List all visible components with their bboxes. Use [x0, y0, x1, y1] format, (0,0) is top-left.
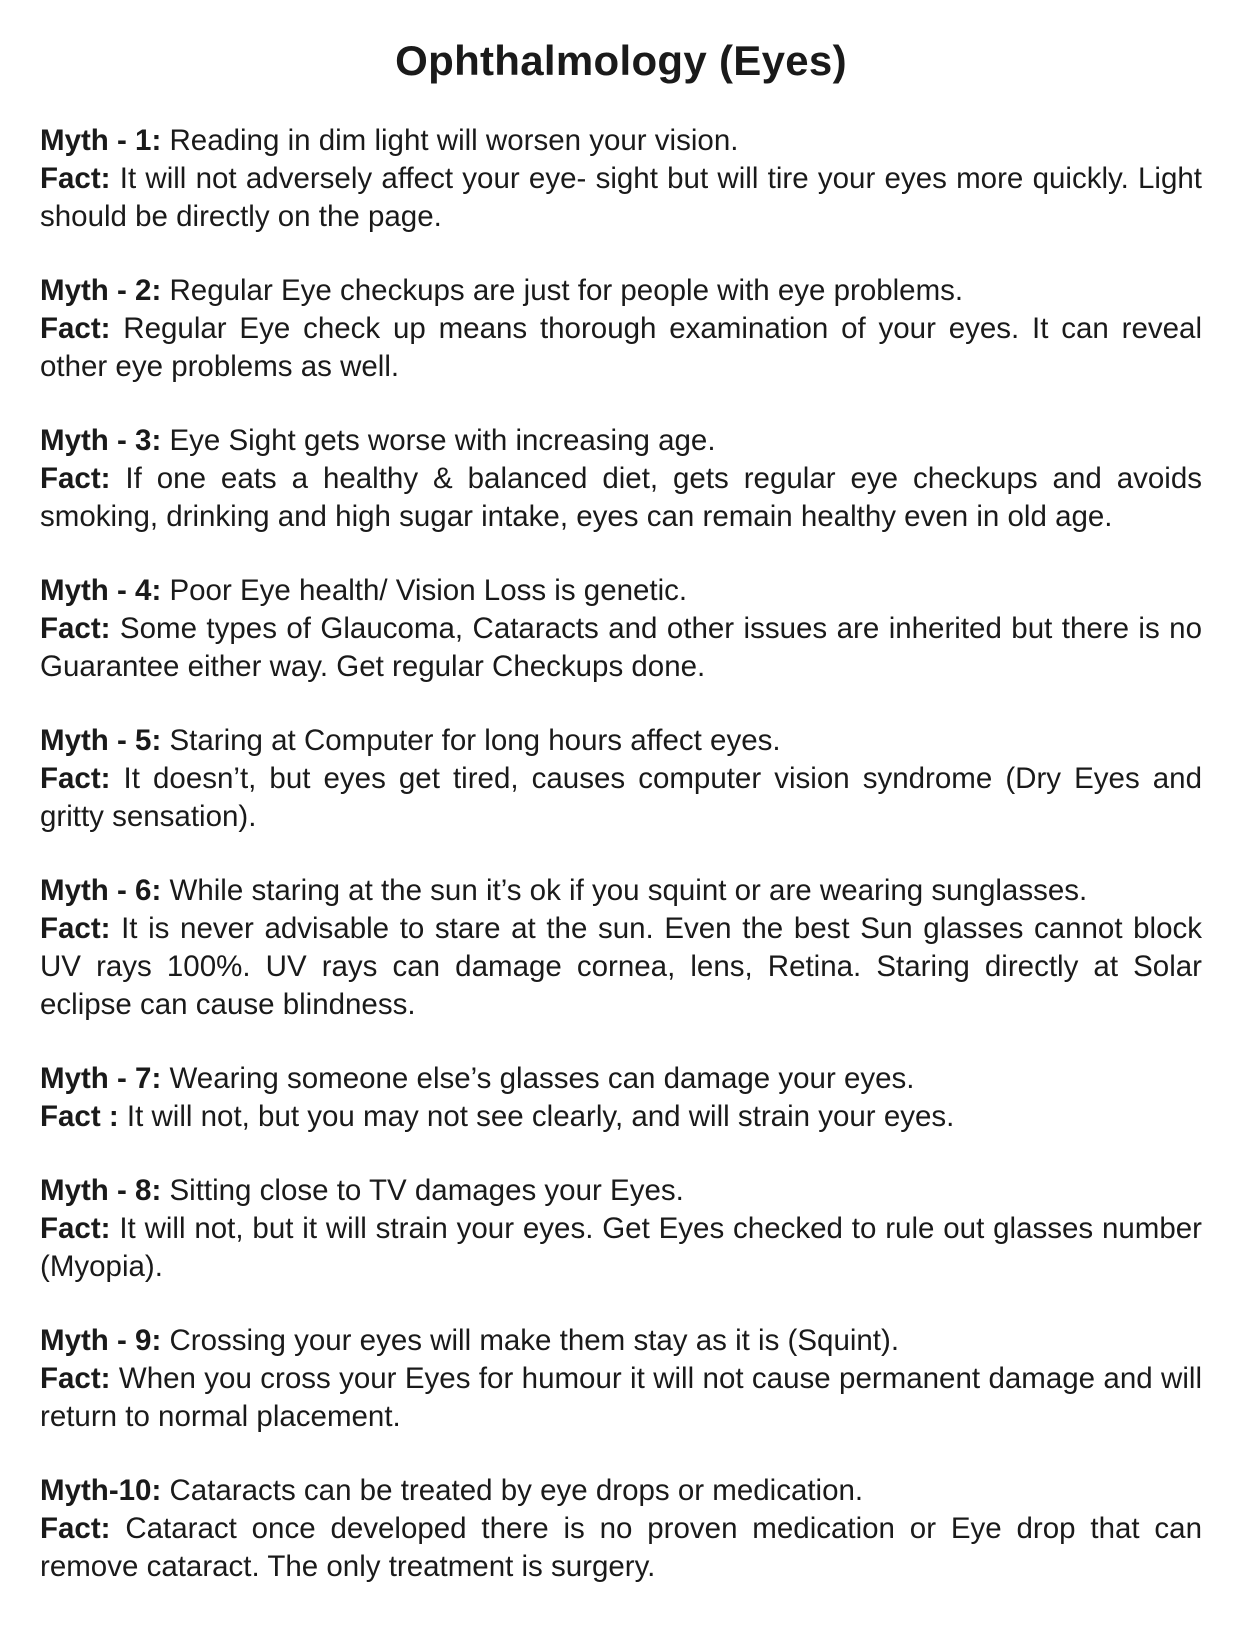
- myth-fact-list: [40, 122, 1202, 1586]
- fact-label: Fact:: [40, 162, 111, 195]
- myth-line: [40, 872, 1202, 910]
- fact-label: Fact:: [40, 1212, 111, 1245]
- myth-label: Myth - 6:: [40, 874, 162, 907]
- myth-line: [40, 122, 1202, 160]
- fact-label: Fact:: [40, 1362, 111, 1395]
- fact-line: [40, 460, 1202, 536]
- myth-label: Myth - 8:: [40, 1174, 162, 1207]
- fact-text: It will not, but it will strain your eyes. Get Eyes checked to rule out glasses number (Myopia).: [40, 1212, 1202, 1283]
- myth-text: While staring at the sun it’s ok if you squint or are wearing sunglasses.: [161, 874, 1088, 907]
- fact-line: [40, 1210, 1202, 1286]
- fact-label: Fact:: [40, 1512, 111, 1545]
- myth-line: [40, 422, 1202, 460]
- myth-line: [40, 1322, 1202, 1360]
- fact-line: [40, 160, 1202, 236]
- fact-text: It is never advisable to stare at the sun. Even the best Sun glasses cannot block UV rays 100%. UV rays can damage cornea, lens, Retina. Staring directly at Solar eclipse can cause blindness.: [40, 912, 1202, 1021]
- myth-label: Myth - 7:: [40, 1062, 162, 1095]
- myth-text: Wearing someone else’s glasses can damage your eyes.: [161, 1062, 915, 1095]
- myth-label: Myth - 3:: [40, 424, 162, 457]
- myth-text: Crossing your eyes will make them stay as it is (Squint).: [161, 1324, 900, 1357]
- myth-text: Regular Eye checkups are just for people with eye problems.: [161, 274, 964, 307]
- myth-label: Myth-10:: [40, 1474, 162, 1507]
- myth-line: [40, 1172, 1202, 1210]
- myth-label: Myth - 2:: [40, 274, 162, 307]
- entry-myth-9: [40, 1322, 1202, 1436]
- fact-line: [40, 610, 1202, 686]
- fact-text: It doesn’t, but eyes get tired, causes computer vision syndrome (Dry Eyes and gritty sensation).: [40, 762, 1202, 833]
- document-page: [40, 36, 1202, 1586]
- entry-myth-1: [40, 122, 1202, 236]
- fact-text: If one eats a healthy & balanced diet, gets regular eye checkups and avoids smoking, drinking and high sugar intake, eyes can remain healthy even in old age.: [40, 462, 1202, 533]
- fact-label: Fact:: [40, 612, 111, 645]
- fact-text: When you cross your Eyes for humour it will not cause permanent damage and will return to normal placement.: [40, 1362, 1202, 1433]
- fact-label: Fact:: [40, 462, 111, 495]
- fact-line: [40, 1510, 1202, 1586]
- myth-line: [40, 572, 1202, 610]
- fact-line: [40, 760, 1202, 836]
- myth-label: Myth - 9:: [40, 1324, 162, 1357]
- entry-myth-6: [40, 872, 1202, 1024]
- fact-text: Regular Eye check up means thorough examination of your eyes. It can reveal other eye problems as well.: [40, 312, 1202, 383]
- fact-label: Fact:: [40, 312, 111, 345]
- myth-label: Myth - 1:: [40, 124, 162, 157]
- myth-text: Reading in dim light will worsen your vision.: [161, 124, 739, 157]
- myth-text: Cataracts can be treated by eye drops or medication.: [161, 1474, 864, 1507]
- entry-myth-10: [40, 1472, 1202, 1586]
- fact-label: Fact :: [40, 1100, 119, 1133]
- myth-line: [40, 1472, 1202, 1510]
- entry-myth-8: [40, 1172, 1202, 1286]
- entry-myth-7: [40, 1060, 1202, 1136]
- fact-text: It will not, but you may not see clearly, and will strain your eyes.: [118, 1100, 955, 1133]
- entry-myth-2: [40, 272, 1202, 386]
- myth-line: [40, 1060, 1202, 1098]
- myth-text: Sitting close to TV damages your Eyes.: [161, 1174, 684, 1207]
- myth-text: Poor Eye health/ Vision Loss is genetic.: [161, 574, 688, 607]
- myth-label: Myth - 4:: [40, 574, 162, 607]
- fact-text: Some types of Glaucoma, Cataracts and other issues are inherited but there is no Guarantee either way. Get regular Checkups done.: [40, 612, 1202, 683]
- entry-myth-4: [40, 572, 1202, 686]
- fact-label: Fact:: [40, 912, 111, 945]
- myth-line: [40, 272, 1202, 310]
- fact-line: [40, 1360, 1202, 1436]
- fact-text: Cataract once developed there is no proven medication or Eye drop that can remove cataract. The only treatment is surgery.: [40, 1512, 1202, 1583]
- myth-text: Eye Sight gets worse with increasing age.: [161, 424, 716, 457]
- fact-line: [40, 310, 1202, 386]
- fact-text: It will not adversely affect your eye- sight but will tire your eyes more quickly. Light should be directly on the page.: [40, 162, 1202, 233]
- page-title: Ophthalmology (Eyes): [395, 37, 847, 84]
- fact-label: Fact:: [40, 762, 111, 795]
- myth-label: Myth - 5:: [40, 724, 162, 757]
- entry-myth-5: [40, 722, 1202, 836]
- myth-line: [40, 722, 1202, 760]
- fact-line: [40, 910, 1202, 1024]
- myth-text: Staring at Computer for long hours affect eyes.: [161, 724, 781, 757]
- entry-myth-3: [40, 422, 1202, 536]
- fact-line: [40, 1098, 1202, 1136]
